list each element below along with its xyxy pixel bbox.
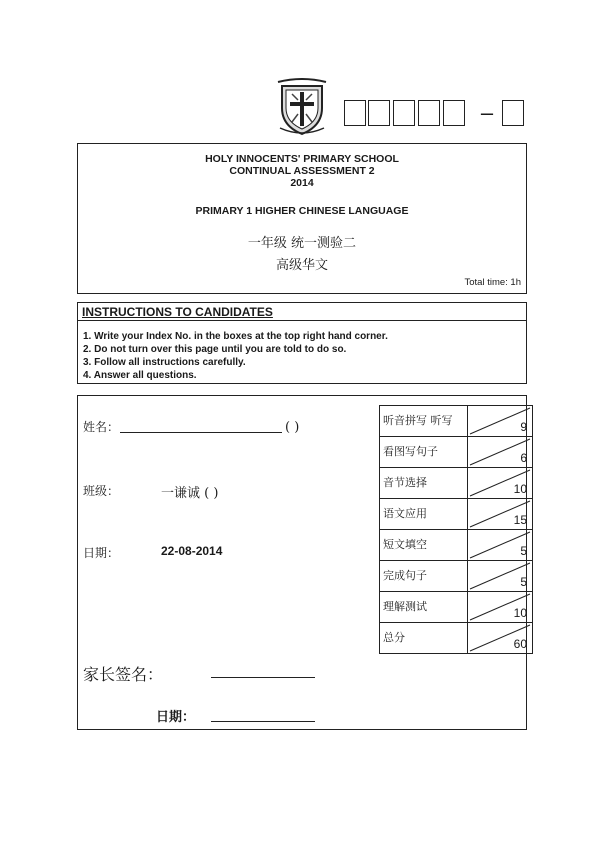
score-cell[interactable] <box>468 437 533 468</box>
school-crest-logo <box>276 78 328 136</box>
name-field[interactable] <box>120 432 282 433</box>
index-box-1[interactable] <box>344 100 366 126</box>
score-cell[interactable] <box>468 499 533 530</box>
school-name: HOLY INNOCENTS' PRIMARY SCHOOL <box>205 153 399 165</box>
assessment-name: CONTINUAL ASSESSMENT 2 <box>229 165 375 177</box>
index-dash: – <box>480 100 494 125</box>
score-row <box>380 561 533 592</box>
assessment-year: 2014 <box>290 177 314 189</box>
instruction-item: 4. Answer all questions. <box>83 370 197 381</box>
max-mark: 60 <box>513 637 527 651</box>
score-row <box>380 592 533 623</box>
index-box-4[interactable] <box>418 100 440 126</box>
score-category: 短文填空 <box>380 530 468 561</box>
instructions-box <box>77 302 527 384</box>
max-mark: 6 <box>520 451 527 465</box>
index-box-5[interactable] <box>443 100 465 126</box>
instructions-list <box>83 330 388 382</box>
total-time: Total time: 1h <box>464 277 521 288</box>
score-category: 音节选择 <box>380 468 468 499</box>
score-category: 听音拼写 听写 <box>380 406 468 437</box>
instruction-item: 2. Do not turn over this page until you are told to do so. <box>83 344 347 355</box>
max-mark: 5 <box>520 544 527 558</box>
index-box-2[interactable] <box>368 100 390 126</box>
score-cell[interactable] <box>468 530 533 561</box>
student-details-box <box>77 395 527 730</box>
chinese-title-line-1: 一年级 统一测验二 <box>247 236 357 251</box>
score-row <box>380 437 533 468</box>
parent-signature-field[interactable] <box>211 677 315 678</box>
score-category: 看图写句子 <box>380 437 468 468</box>
signature-date-field[interactable] <box>211 721 315 722</box>
class-number-box[interactable] <box>502 100 524 126</box>
score-cell[interactable] <box>468 592 533 623</box>
class-label: 班级： <box>83 484 120 498</box>
max-mark: 5 <box>520 575 527 589</box>
score-cell[interactable] <box>468 406 533 437</box>
name-label: 姓名： <box>83 420 120 434</box>
score-category: 语文应用 <box>380 499 468 530</box>
score-row <box>380 623 533 654</box>
score-category: 完成句子 <box>380 561 468 592</box>
score-cell[interactable] <box>468 468 533 499</box>
register-number-paren[interactable]: ( ) <box>285 420 300 435</box>
signature-date-label: 日期： <box>156 710 196 725</box>
max-mark: 9 <box>520 420 527 434</box>
score-cell[interactable] <box>468 623 533 654</box>
score-cell[interactable] <box>468 561 533 592</box>
subject-title: PRIMARY 1 HIGHER CHINESE LANGUAGE <box>195 205 409 217</box>
title-box <box>77 143 527 294</box>
max-mark: 15 <box>513 513 527 527</box>
score-category: 理解测试 <box>380 592 468 623</box>
max-mark: 10 <box>513 606 527 620</box>
index-box-3[interactable] <box>393 100 415 126</box>
score-row <box>380 499 533 530</box>
class-value: 一谦诚 ( ) <box>161 486 219 501</box>
score-table <box>379 405 533 654</box>
date-value: 22-08-2014 <box>161 544 223 558</box>
instructions-heading: INSTRUCTIONS TO CANDIDATES <box>82 305 273 319</box>
instruction-item: 3. Follow all instructions carefully. <box>83 357 246 368</box>
score-row <box>380 406 533 437</box>
score-row <box>380 530 533 561</box>
parent-signature-label: 家长签名： <box>83 665 164 684</box>
instruction-item: 1. Write your Index No. in the boxes at the top right hand corner. <box>83 331 388 342</box>
chinese-title-line-2: 高级华文 <box>275 258 328 273</box>
score-row <box>380 468 533 499</box>
date-label: 日期： <box>83 546 120 560</box>
instructions-divider <box>78 320 526 321</box>
score-category: 总分 <box>380 623 468 654</box>
max-mark: 10 <box>513 482 527 496</box>
